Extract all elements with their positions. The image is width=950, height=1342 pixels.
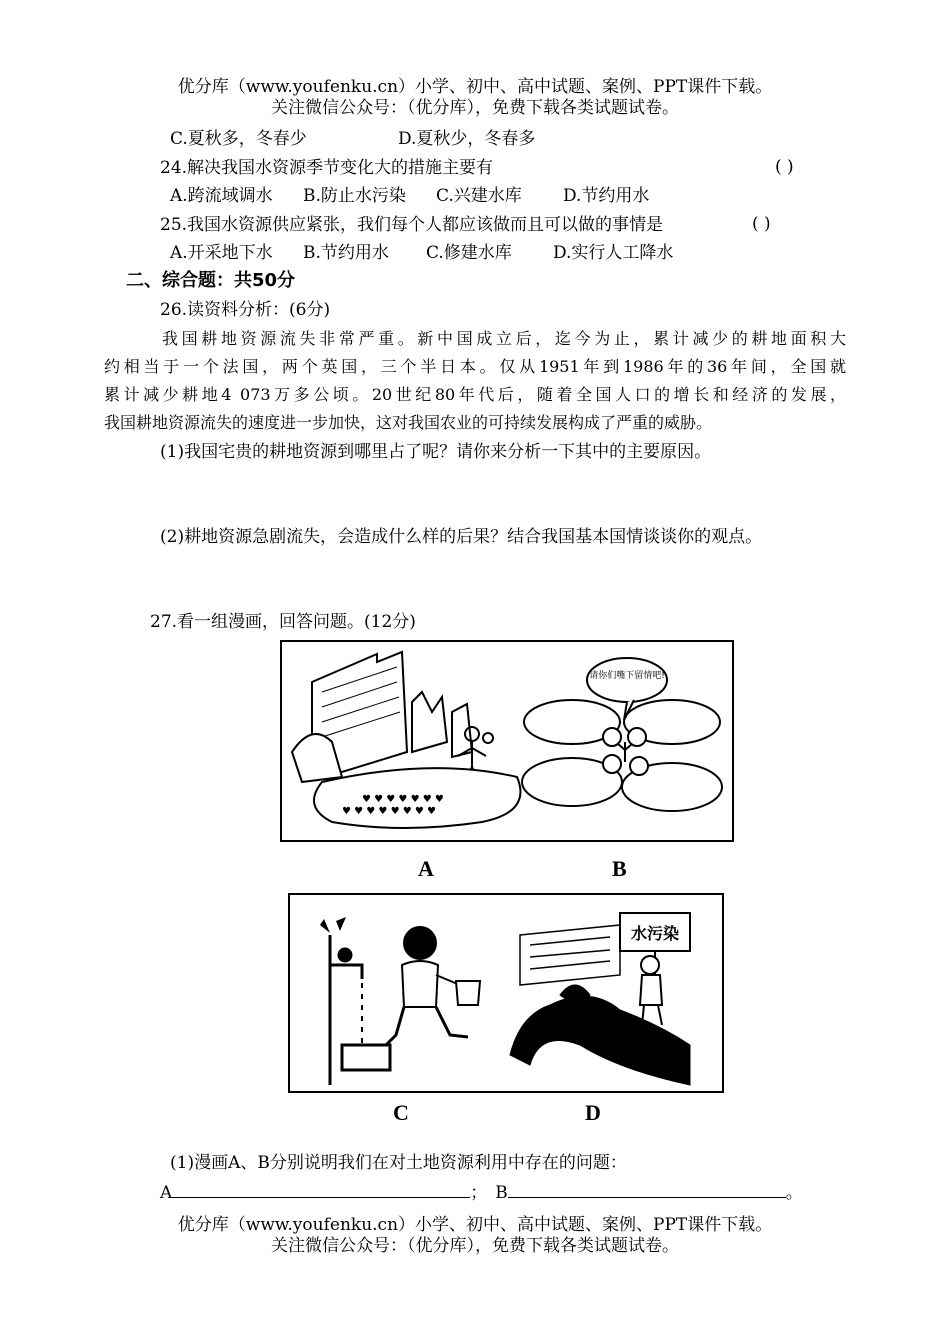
q24-option-b: B.防止水污染 [303,186,406,206]
q25-option-c: C.修建水库 [426,243,512,263]
comic-caption-a: A [418,856,434,881]
svg-text:♥ ♥ ♥ ♥ ♥ ♥ ♥: ♥ ♥ ♥ ♥ ♥ ♥ ♥ [362,794,444,805]
section-2-title: 二、综合题：共50分 [126,270,296,291]
comic-d-person [640,956,662,1025]
answer-separator: ； [470,1183,488,1203]
q27-sub-question-1: (1)漫画A、B分别说明我们在对土地资源利用中存在的问题： [170,1153,627,1173]
answer-blank-b[interactable] [508,1181,786,1198]
comic-b-bubble-text: 请你们嘴下留情吧! [589,671,665,681]
q25-answer-paren: ( ) [752,214,771,234]
comic-d-sign-text: 水污染 [630,924,680,943]
q25-option-a: A.开采地下水 [170,243,273,263]
q26-sub-question-1: (1)我国宅贵的耕地资源到哪里占了呢？请你来分析一下其中的主要原因。 [160,442,712,462]
comic-caption-d: D [585,1100,601,1125]
header-line-1: 优分库（www.youfenku.cn）小学、初中、高中试题、案例、PPT课件下载。 [177,77,773,97]
q26-title: 26.读资料分析：(6分) [160,300,331,320]
q24-answer-paren: ( ) [775,157,794,177]
comic-b-sheep [522,700,722,811]
comic-cd-drawing [290,895,722,1091]
q25-option-b: B.节约用水 [303,243,389,263]
comic-c-faucet [330,935,390,1085]
q26-paragraph-line-4: 我国耕地资源流失的速度进一步加快，这对我国农业的可持续发展构成了严重的威胁。 [104,413,713,432]
comic-c-splash [320,917,346,933]
comic-d-factory [520,925,620,985]
q27-answer-line [160,1181,803,1204]
comic-c-boy [386,927,480,1045]
q26-paragraph-line-3: 累计减少耕地4 073万多公顷。20世纪80年代后，随着全国人口的增长和经济的发展， [104,385,846,404]
q23-option-c: C.夏秋多，冬春少 [170,129,307,149]
comic-panel-ab [280,640,734,842]
q26-paragraph-line-2: 约相当于一个法国，两个英国，三个半日本。仅从1951年到1986年的36年间，全国就 [104,357,846,376]
comic-caption-c: C [393,1100,409,1125]
svg-text:♥ ♥ ♥ ♥ ♥ ♥ ♥ ♥: ♥ ♥ ♥ ♥ ♥ ♥ ♥ ♥ [342,806,436,817]
comic-caption-b: B [612,856,627,881]
comic-ab-drawing [282,642,732,840]
q25-option-d: D.实行人工降水 [553,243,674,263]
q27-title: 27.看一组漫画，回答问题。(12分) [150,612,416,632]
header-line-2: 关注微信公众号：（优分库），免费下载各类试题试卷。 [271,98,679,118]
q24-option-d: D.节约用水 [563,186,650,206]
q25-stem: 25.我国水资源供应紧张，我们每个人都应该做而且可以做的事情是 [160,215,664,235]
footer-line-2: 关注微信公众号：（优分库），免费下载各类试题试卷。 [271,1236,679,1256]
q24-option-a: A.跨流域调水 [170,186,273,206]
q24-stem: 24.解决我国水资源季节变化大的措施主要有 [160,158,494,178]
comic-a-buildings [292,652,472,782]
footer-line-1: 优分库（www.youfenku.cn）小学、初中、高中试题、案例、PPT课件下载。 [177,1215,773,1235]
comic-d-polluted-river [510,985,690,1085]
comic-panel-cd [288,893,724,1093]
answer-end: 。 [785,1183,803,1203]
q24-option-c: C.兴建水库 [436,186,522,206]
answer-blank-a[interactable] [172,1181,470,1198]
answer-label-a: A [160,1183,173,1203]
answer-label-b: B [495,1183,508,1203]
q26-sub-question-2: (2)耕地资源急剧流失，会造成什么样的后果？结合我国基本国情谈谈你的观点。 [160,527,763,547]
q23-option-d: D.夏秋少，冬春多 [398,129,536,149]
q26-paragraph-line-1: 我国耕地资源流失非常严重。新中国成立后，迄今为止，累计减少的耕地面积大 [162,329,846,348]
